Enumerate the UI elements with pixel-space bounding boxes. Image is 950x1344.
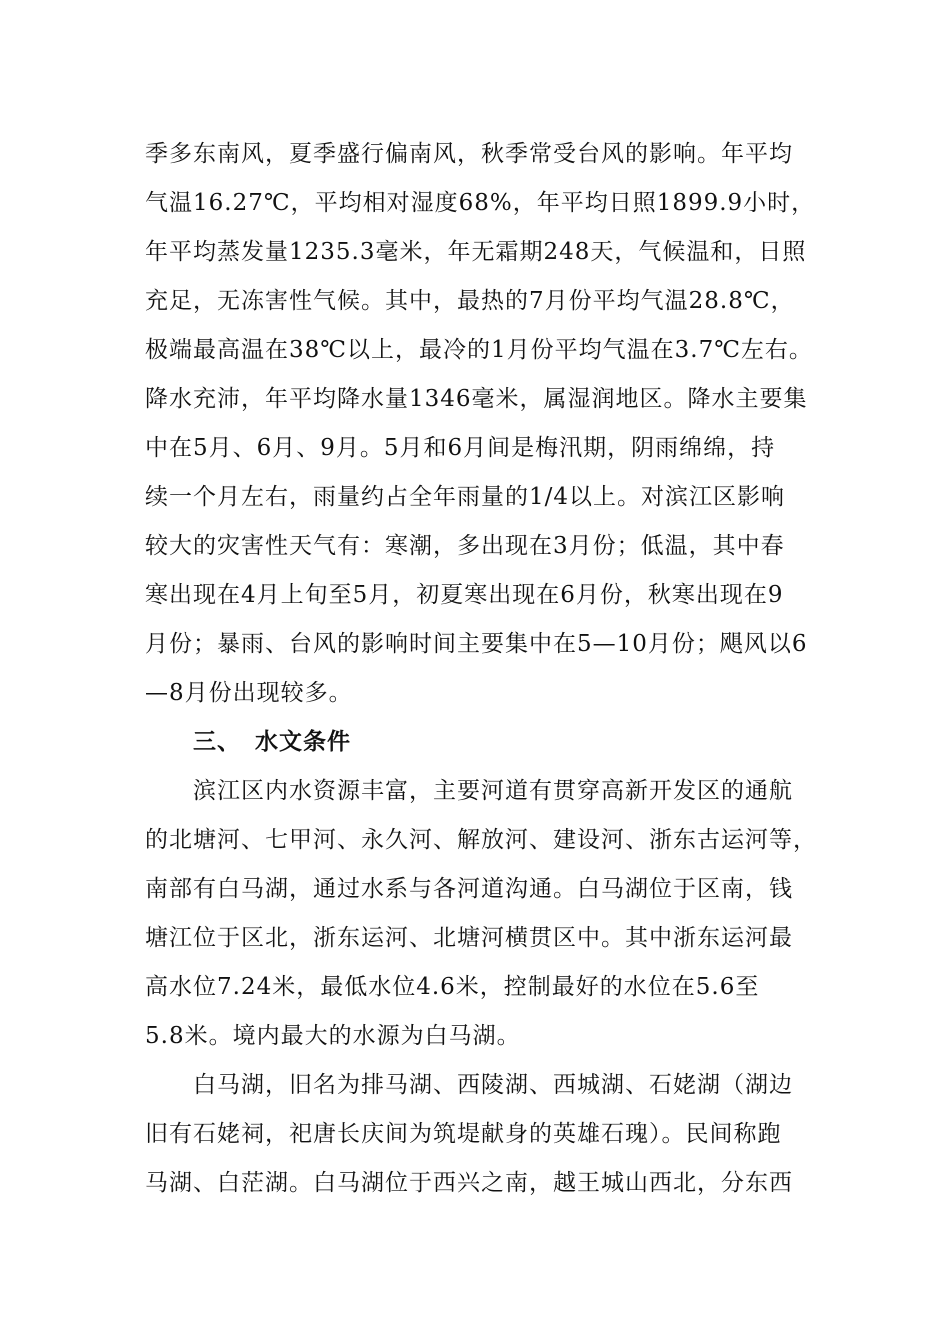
paragraph-line: 塘江位于区北，浙东运河、北塘河横贯区中。其中浙东运河最 — [145, 925, 793, 951]
paragraph-line: 季多东南风，夏季盛行偏南风，秋季常受台风的影响。年平均 — [145, 141, 793, 167]
paragraph-line: 极端最高温在38℃以上，最冷的1月份平均气温在3.7℃左右。 — [145, 337, 813, 363]
paragraph-line: 高水位7.24米，最低水位4.6米，控制最好的水位在5.6至 — [145, 974, 760, 1000]
paragraph-line: 较大的灾害性天气有：寒潮，多出现在3月份；低温，其中春 — [145, 533, 785, 559]
section-number: 三、 — [193, 729, 241, 755]
hydrology-paragraph — [145, 767, 825, 1061]
paragraph-line: 降水充沛，年平均降水量1346毫米，属湿润地区。降水主要集 — [145, 386, 808, 412]
paragraph-line: 的北塘河、七甲河、永久河、解放河、建设河、浙东古运河等， — [145, 827, 817, 853]
paragraph-line: 马湖、白茫湖。白马湖位于西兴之南，越王城山西北，分东西 — [145, 1170, 793, 1196]
paragraph-line: 续一个月左右，雨量约占全年雨量的1/4以上。对滨江区影响 — [145, 484, 786, 510]
document-body — [145, 130, 825, 1208]
paragraph-line: 年平均蒸发量1235.3毫米，年无霜期248天，气候温和，日照 — [145, 239, 807, 265]
paragraph-line: 南部有白马湖，通过水系与各河道沟通。白马湖位于区南，钱 — [145, 876, 793, 902]
paragraph-line: —8月份出现较多。 — [145, 680, 353, 706]
paragraph-line: 5.8米。境内最大的水源为白马湖。 — [145, 1023, 521, 1049]
section-heading — [145, 718, 825, 767]
paragraph-line: 月份；暴雨、台风的影响时间主要集中在5—10月份；飓风以6 — [145, 631, 808, 657]
climate-paragraph — [145, 130, 825, 718]
paragraph-line: 气温16.27℃，平均相对湿度68%，年平均日照1899.9小时， — [145, 190, 816, 216]
paragraph-line: 滨江区内水资源丰富，主要河道有贯穿高新开发区的通航 — [193, 778, 793, 804]
paragraph-line: 白马湖，旧名为排马湖、西陵湖、西城湖、石姥湖（湖边 — [193, 1072, 793, 1098]
section-title: 水文条件 — [255, 729, 351, 755]
paragraph-line: 中在5月、6月、9月。5月和6月间是梅汛期，阴雨绵绵，持 — [145, 435, 776, 461]
paragraph-line: 寒出现在4月上旬至5月，初夏寒出现在6月份，秋寒出现在9 — [145, 582, 784, 608]
paragraph-line: 旧有石姥祠，祀唐长庆间为筑堤献身的英雄石瑰）。民间称跑 — [145, 1121, 782, 1147]
baima-lake-paragraph — [145, 1061, 825, 1208]
paragraph-line: 充足，无冻害性气候。其中，最热的7月份平均气温28.8℃， — [145, 288, 795, 314]
